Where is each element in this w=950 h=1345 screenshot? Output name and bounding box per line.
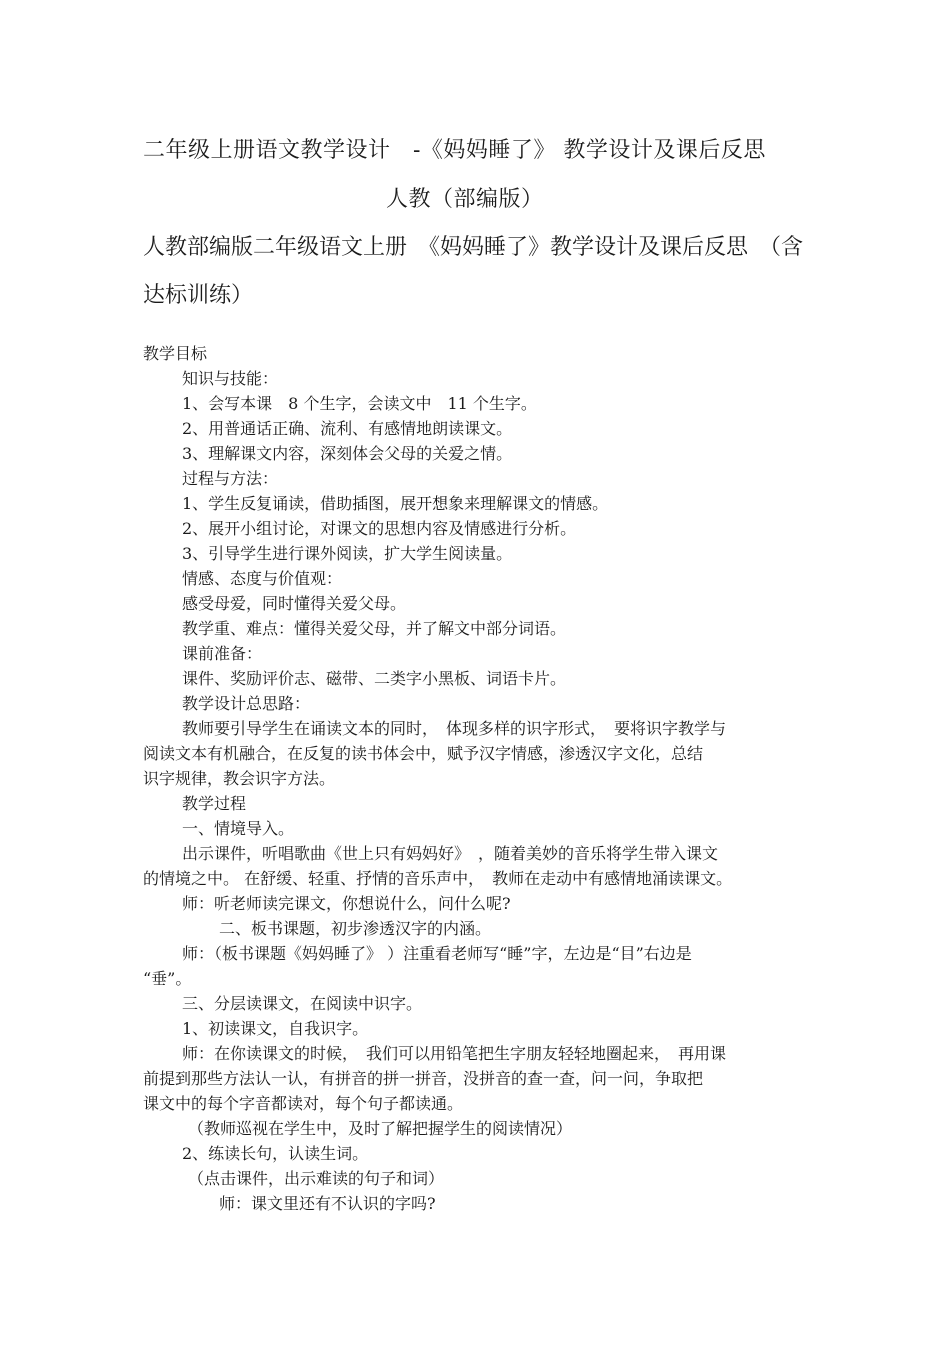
body-line: 阅读文本有机融合，在反复的读书体会中，赋予汉字情感，渗透汉字文化，总结 <box>143 744 704 763</box>
body-line: 2、练读长句，认读生词。 <box>182 1144 369 1163</box>
body-line: 3、引导学生进行课外阅读，扩大学生阅读量。 <box>182 544 513 563</box>
body-line: 的情境之中。 在舒缓、轻重、抒情的音乐声中， 教师在走动中有感情地涌读课文。 <box>143 869 733 888</box>
body-line: 师：（板书课题《妈妈睡了》 ）注重看老师写“睡”字，左边是“目”右边是 <box>182 944 692 963</box>
body-line: 教学目标 <box>143 344 208 363</box>
body-line: 2、用普通话正确、流利、有感情地朗读课文。 <box>182 419 513 438</box>
body-line: 1、初读课文，自我识字。 <box>182 1019 369 1038</box>
body-line: 课文中的每个字音都读对，每个句子都读通。 <box>143 1094 464 1113</box>
body-line: 1、会写本课 8 个生字，会读文中 11 个生字。 <box>182 394 537 413</box>
body-line: 二、板书课题，初步渗透汉字的内涵。 <box>219 919 492 938</box>
body-line: “垂”。 <box>143 969 192 988</box>
body-line: 课前准备： <box>182 644 263 663</box>
body-line: 前提到那些方法认一认，有拼音的拼一拼音，没拼音的查一查，问一问，争取把 <box>143 1069 704 1088</box>
body-line: 出示课件，听唱歌曲《世上只有妈妈好》 ，随着美妙的音乐将学生带入课文 <box>182 844 719 863</box>
body-line: 教学重、难点：懂得关爱父母，并了解文中部分词语。 <box>182 619 567 638</box>
body-line: 一、情境导入。 <box>182 819 295 838</box>
document-subtitle-line-1: 人教部编版二年级语文上册 《妈妈睡了》教学设计及课后反思 （含 <box>143 235 804 260</box>
body-line: 感受母爱，同时懂得关爱父母。 <box>182 594 407 613</box>
body-line: 师：听老师读完课文，你想说什么，问什么呢? <box>182 894 511 913</box>
body-line: 教师要引导学生在诵读文本的同时， 体现多样的识字形式， 要将识字教学与 <box>182 719 727 738</box>
body-line: （教师巡视在学生中，及时了解把握学生的阅读情况） <box>188 1119 573 1138</box>
document-subtitle-line-2: 达标训练） <box>143 283 254 308</box>
body-line: 情感、态度与价值观： <box>182 569 343 588</box>
body-line: 知识与技能： <box>182 369 279 388</box>
document-title-line-2: 人教（部编版） <box>386 187 544 212</box>
body-line: 3、理解课文内容，深刻体会父母的关爱之情。 <box>182 444 513 463</box>
body-line: 师：在你读课文的时候， 我们可以用铅笔把生字朋友轻轻地圈起来， 再用课 <box>182 1044 727 1063</box>
body-line: 教学设计总思路： <box>182 694 311 713</box>
body-line: 1、学生反复诵读，借助插图，展开想象来理解课文的情感。 <box>182 494 609 513</box>
body-line: 课件、奖励评价志、磁带、二类字小黑板、词语卡片。 <box>182 669 567 688</box>
body-line: （点击课件，出示难读的句子和词） <box>188 1169 445 1188</box>
document-title-line-1: 二年级上册语文教学设计 -《妈妈睡了》 教学设计及课后反思 <box>143 138 766 163</box>
body-line: 过程与方法： <box>182 469 279 488</box>
body-line: 识字规律，教会识字方法。 <box>143 769 336 788</box>
body-line: 师：课文里还有不认识的字吗? <box>219 1194 436 1213</box>
body-line: 教学过程 <box>182 794 247 813</box>
body-line: 三、分层读课文，在阅读中识字。 <box>182 994 423 1013</box>
body-line: 2、展开小组讨论，对课文的思想内容及情感进行分析。 <box>182 519 577 538</box>
